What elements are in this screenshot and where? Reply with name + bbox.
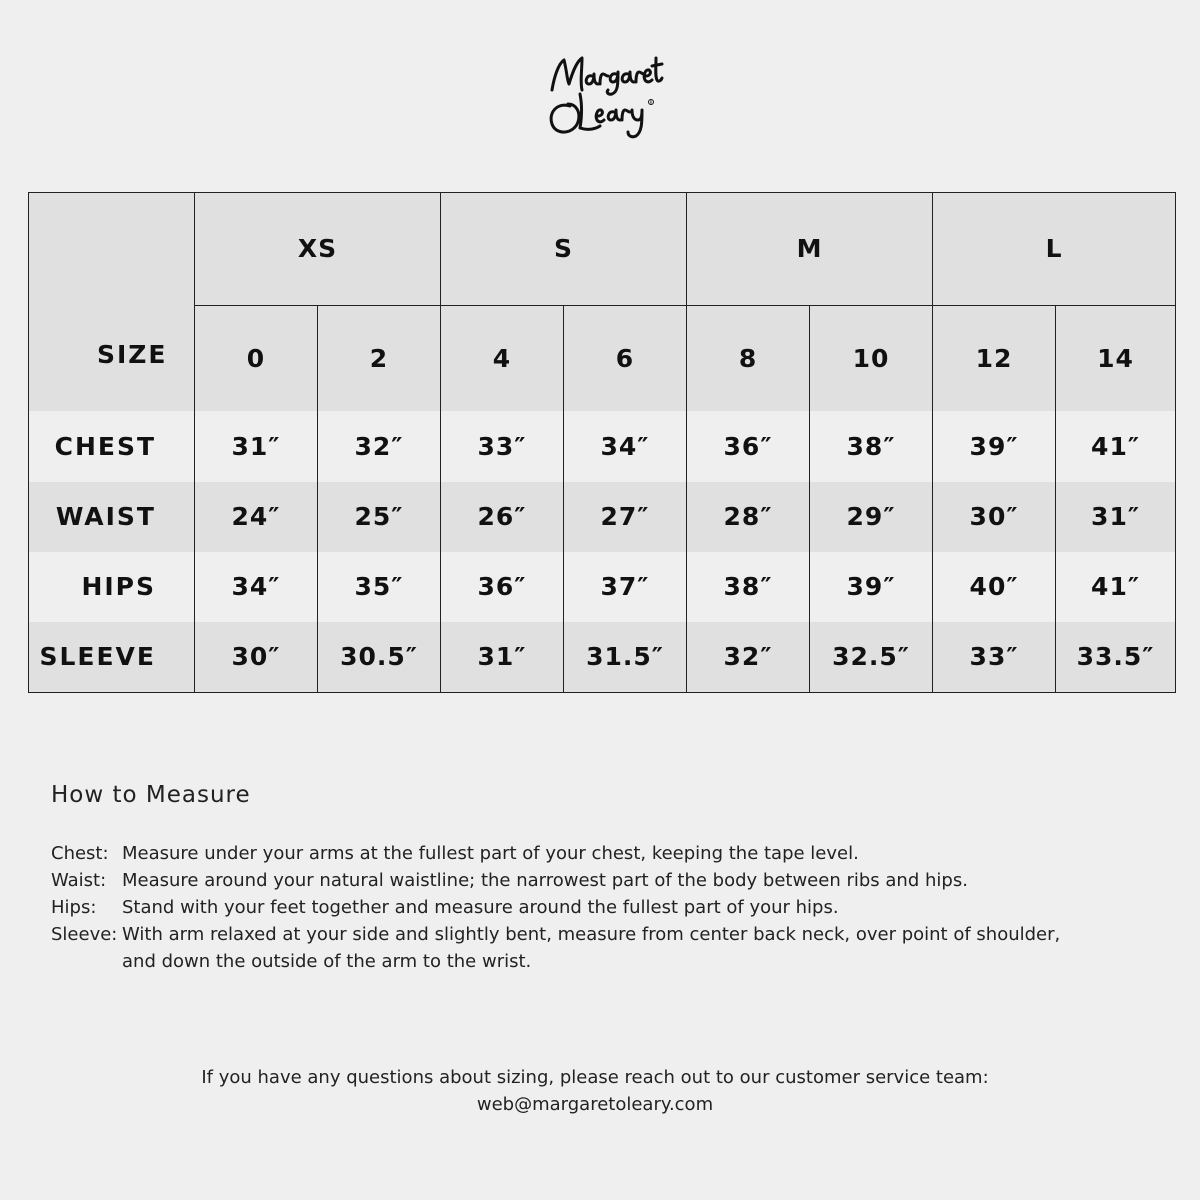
measurement-cell: 27″ — [564, 482, 687, 552]
footer-contact — [0, 1064, 1190, 1118]
measure-term: Waist: — [51, 870, 107, 891]
measure-item-chest — [51, 840, 1151, 867]
measurement-cell: 40″ — [933, 552, 1056, 622]
corner-cell — [29, 193, 195, 412]
row-label: SLEEVE — [29, 622, 195, 693]
support-email-link[interactable]: web@margaretoleary.com — [476, 1094, 714, 1115]
measurement-cell: 30.5″ — [318, 622, 441, 693]
measure-item-hips — [51, 894, 1151, 921]
measurement-cell: 28″ — [687, 482, 810, 552]
measurement-cell: 32″ — [687, 622, 810, 693]
measurement-cell: 41″ — [1056, 552, 1176, 622]
row-label: WAIST — [29, 482, 195, 552]
how-to-measure-heading: How to Measure — [51, 782, 251, 808]
measurement-cell: 31″ — [441, 622, 564, 693]
measure-description: With arm relaxed at your side and slightly bent, measure from center back neck, over point of shoulder, and down the outside of the arm to the wrist. — [122, 924, 1061, 972]
size-cell: 4 — [441, 305, 564, 411]
size-row-label: SIZE — [97, 340, 168, 369]
svg-text:R: R — [649, 100, 653, 105]
measurement-cell: 41″ — [1056, 411, 1176, 481]
measurement-cell: 36″ — [441, 552, 564, 622]
measurement-cell: 34″ — [564, 411, 687, 481]
measure-description: Measure under your arms at the fullest part of your chest, keeping the tape level. — [122, 843, 859, 864]
size-cell: 10 — [810, 305, 933, 411]
measure-item-sleeve — [51, 921, 1062, 975]
measure-term: Sleeve: — [51, 924, 118, 945]
measure-description: Stand with your feet together and measure around the fullest part of your hips. — [122, 897, 839, 918]
measurement-cell: 32″ — [318, 411, 441, 481]
measurement-cell: 30″ — [933, 482, 1056, 552]
measure-term: Hips: — [51, 897, 97, 918]
measure-item-waist — [51, 867, 1151, 894]
table-row-waist — [29, 482, 1176, 552]
measurement-cell: 35″ — [318, 552, 441, 622]
how-to-measure-list — [51, 840, 1151, 975]
measurement-cell: 30″ — [195, 622, 318, 693]
measurement-cell: 39″ — [933, 411, 1056, 481]
measure-term: Chest: — [51, 843, 109, 864]
measurement-cell: 33″ — [933, 622, 1056, 693]
size-group-s: S — [441, 193, 687, 306]
measurement-cell: 25″ — [318, 482, 441, 552]
measurement-cell: 31″ — [1056, 482, 1176, 552]
margaret-oleary-logo-icon — [540, 50, 665, 142]
measurement-cell: 36″ — [687, 411, 810, 481]
size-cell: 14 — [1056, 305, 1176, 411]
measurement-cell: 39″ — [810, 552, 933, 622]
numeric-size-row — [29, 305, 1176, 411]
measurement-cell: 24″ — [195, 482, 318, 552]
table-row-chest — [29, 411, 1176, 481]
size-cell: 0 — [195, 305, 318, 411]
size-cell: 6 — [564, 305, 687, 411]
measurement-cell: 33″ — [441, 411, 564, 481]
size-cell: 2 — [318, 305, 441, 411]
table-row-sleeve — [29, 622, 1176, 693]
brand-logo — [540, 50, 665, 142]
measurement-cell: 33.5″ — [1056, 622, 1176, 693]
size-cell: 12 — [933, 305, 1056, 411]
measurement-cell: 34″ — [195, 552, 318, 622]
row-label: CHEST — [29, 411, 195, 481]
size-group-header-row — [29, 193, 1176, 306]
measurement-cell: 32.5″ — [810, 622, 933, 693]
measurement-cell: 31.5″ — [564, 622, 687, 693]
measurement-cell: 31″ — [195, 411, 318, 481]
size-chart-table — [28, 192, 1176, 693]
size-cell: 8 — [687, 305, 810, 411]
measurement-cell: 38″ — [687, 552, 810, 622]
size-group-l: L — [933, 193, 1176, 306]
size-group-m: M — [687, 193, 933, 306]
measurement-cell: 26″ — [441, 482, 564, 552]
measurement-cell: 37″ — [564, 552, 687, 622]
measurement-cell: 38″ — [810, 411, 933, 481]
measurement-cell: 29″ — [810, 482, 933, 552]
measure-description: Measure around your natural waistline; the narrowest part of the body between ribs and hips. — [122, 870, 968, 891]
table-row-hips — [29, 552, 1176, 622]
row-label: HIPS — [29, 552, 195, 622]
footer-message: If you have any questions about sizing, please reach out to our customer service team: — [201, 1067, 989, 1088]
size-group-xs: XS — [195, 193, 441, 306]
